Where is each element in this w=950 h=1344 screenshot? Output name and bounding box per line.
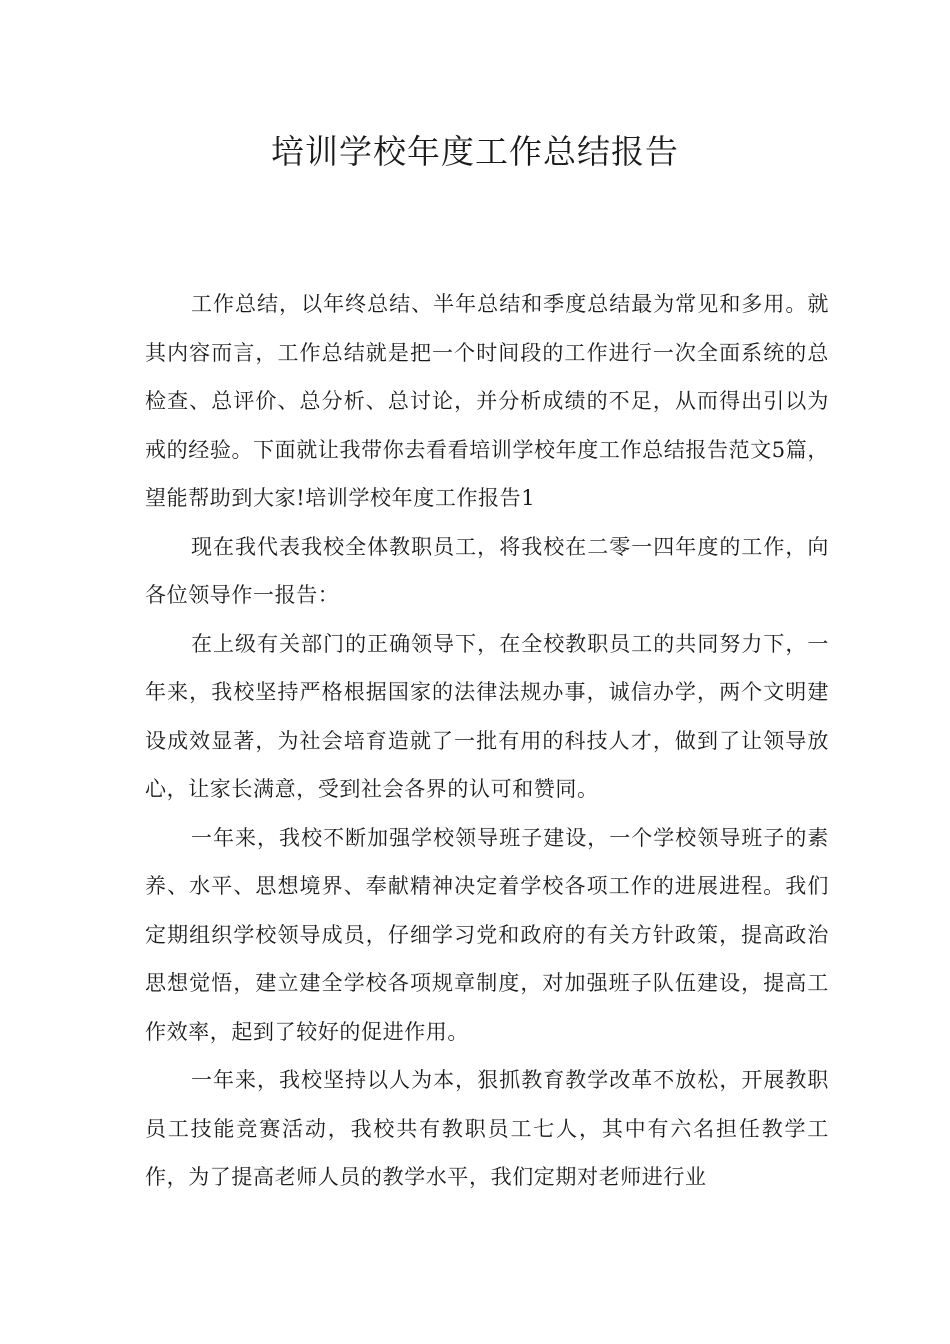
paragraph: 工作总结，以年终总结、半年总结和季度总结最为常见和多用。就其内容而言，工作总结就是把一个时间段的工作进行一次全面系统的总检查、总评价、总分析、总讨论，并分析成绩的不足，从而得出引以为戒的经验。下面就让我带你去看看培训学校年度工作总结报告范文5篇，望能帮助到大家!培训学校年度工作报告1 xyxy=(145,292,829,510)
paragraph: 现在我代表我校全体教职员工，将我校在二零一四年度的工作，向各位领导作一报告： xyxy=(145,534,829,607)
paragraph: 一年来，我校坚持以人为本，狠抓教育教学改革不放松，开展教职员工技能竞赛活动，我校共有教职员工七人，其中有六名担任教学工作，为了提高老师人员的教学水平，我们定期对老师进行业 xyxy=(145,1068,829,1189)
document-title: 培训学校年度工作总结报告 xyxy=(271,132,679,171)
document-body xyxy=(145,280,829,1202)
paragraph: 在上级有关部门的正确领导下，在全校教职员工的共同努力下，一年来，我校坚持严格根据国家的法律法规办事，诚信办学，两个文明建设成效显著，为社会培育造就了一批有用的科技人才，做到了让领导放心，让家长满意，受到社会各界的认可和赞同。 xyxy=(145,631,829,801)
paragraph: 一年来，我校不断加强学校领导班子建设，一个学校领导班子的素养、水平、思想境界、奉献精神决定着学校各项工作的进展进程。我们定期组织学校领导成员，仔细学习党和政府的有关方针政策，提高政治思想觉悟，建立建全学校各项规章制度，对加强班子队伍建设，提高工作效率，起到了较好的促进作用。 xyxy=(145,825,829,1044)
